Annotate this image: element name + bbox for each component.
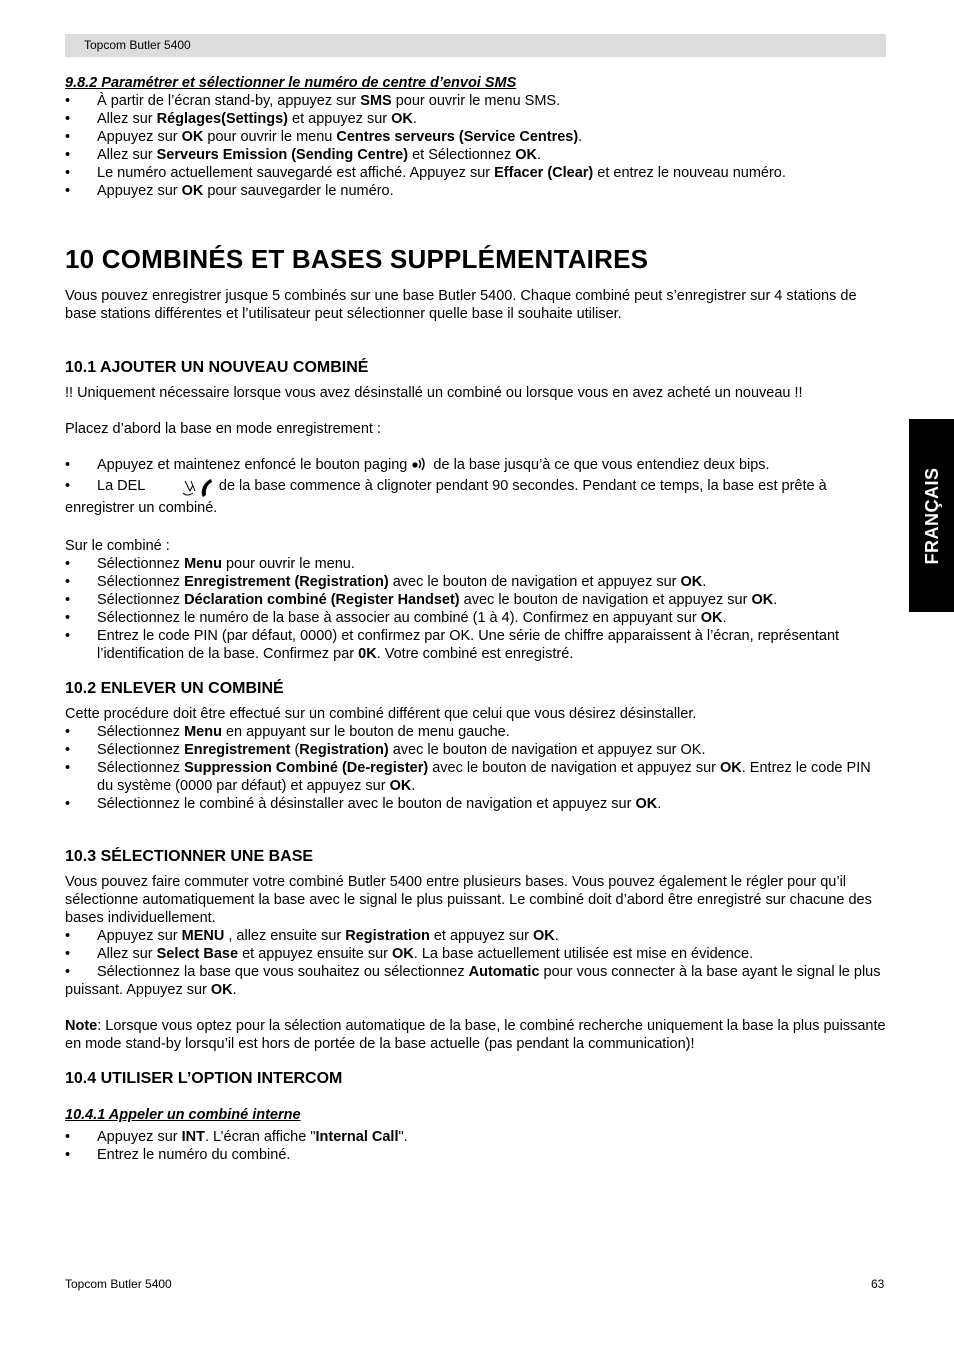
page-content <box>65 74 887 1164</box>
bold-term: Menu <box>184 556 222 572</box>
text-segment: Appuyez sur <box>97 928 182 944</box>
text-segment: . <box>702 574 707 590</box>
section-10-3-list <box>65 927 887 999</box>
bold-term: Effacer (Clear) <box>494 165 594 181</box>
text-segment: Entrez le numéro du combiné. <box>97 1147 291 1163</box>
bold-term: OK <box>181 183 204 199</box>
text-segment: . L’écran affiche " <box>205 1129 316 1145</box>
section-10-4-title: 10.4 UTILISER L’OPTION INTERCOM <box>65 1070 343 1087</box>
section-10-1-list <box>65 555 887 663</box>
section-10-1-note: !! Uniquement nécessaire lorsque vous avez désinstallé un combiné ou lorsque vous en avez acheté un nouveau !! <box>65 385 803 401</box>
text-segment: . <box>773 592 778 608</box>
section-10-1-sur: Sur le combiné : <box>65 538 170 554</box>
text-segment: . Votre combiné est enregistré. <box>376 646 574 662</box>
text-segment: . <box>657 796 662 812</box>
list-item: • Appuyez et maintenez enfoncé le bouton paging de la base jusqu’à ce que vous entendiez deux bips. <box>65 456 887 477</box>
text-segment: . <box>722 610 727 626</box>
header-title: Topcom Butler 5400 <box>84 38 191 52</box>
bold-term: OK <box>392 946 414 962</box>
text-segment: et appuyez sur <box>287 111 392 127</box>
list-item <box>65 1146 887 1164</box>
text-segment: Sélectionnez le numéro de la base à associer au combiné (1 à 4). Confirmez en appuyant sur <box>97 610 701 626</box>
text-segment: Allez sur <box>97 111 157 127</box>
text-segment: pour ouvrir le menu SMS. <box>391 93 561 109</box>
text-segment: Sélectionnez <box>97 760 185 776</box>
text-segment: Appuyez sur <box>97 1129 182 1145</box>
section-10-3-note: Note: Lorsque vous optez pour la sélection automatique de la base, le combiné recherche uniquement la base la plus puissante en mode stand-by lorsqu’il est hors de portée de la base actuelle (pas pendant la communication)! <box>65 1018 886 1052</box>
text-segment: . <box>578 129 583 145</box>
bold-term: Registration <box>345 928 430 944</box>
chapter-10-intro: Vous pouvez enregistrer jusque 5 combinés sur une base Butler 5400. Chaque combiné peut s’enregistrer sur 4 stations de base stations différentes et l’utilisateur peut sélectionner quelle base il souhaite utiliser. <box>65 288 857 322</box>
bold-term: Enregistrement (Registration) <box>184 574 389 590</box>
section-10-3-title: 10.3 SÉLECTIONNER UNE BASE <box>65 848 314 865</box>
list-item <box>65 759 887 795</box>
text-segment: en appuyant sur le bouton de menu gauche. <box>221 724 510 740</box>
text-segment: Sélectionnez la base que vous souhaitez ou sélectionnez <box>97 964 469 980</box>
bold-term: Enregistrement <box>184 742 291 758</box>
list-item <box>65 963 887 999</box>
list-item <box>65 164 887 182</box>
bold-term: OK <box>389 778 412 794</box>
section-9-8-2-title: 9.8.2 Paramétrer et sélectionner le numéro de centre d’envoi SMS <box>65 75 517 91</box>
bold-term: Réglages(Settings) <box>156 111 288 127</box>
text-segment: Allez sur <box>97 946 157 962</box>
bold-term: Select Base <box>156 946 239 962</box>
list-item <box>65 92 887 110</box>
section-10-2-title: 10.2 ENLEVER UN COMBINÉ <box>65 680 284 697</box>
text-segment: Sélectionnez le combiné à désinstaller avec le bouton de navigation et appuyez sur <box>97 796 636 812</box>
bold-term: Internal Call <box>315 1129 399 1145</box>
text-segment: avec le bouton de navigation et appuyez sur OK. <box>388 742 706 758</box>
bold-term: OK <box>700 610 723 626</box>
text-segment: avec le bouton de navigation et appuyez sur <box>388 574 681 590</box>
text-segment: . <box>232 982 237 998</box>
section-10-1-placez: Placez d’abord la base en mode enregistrement : <box>65 421 381 437</box>
list-item <box>65 945 887 963</box>
bold-term: Automatic <box>468 964 540 980</box>
section-9-8-2-list <box>65 92 887 200</box>
section-10-1-title: 10.1 AJOUTER UN NOUVEAU COMBINÉ <box>65 359 369 376</box>
bold-term: OK <box>391 111 413 127</box>
list-item <box>65 110 887 128</box>
bold-term: OK <box>751 592 774 608</box>
page-number: 63 <box>871 1277 885 1291</box>
bold-term: Centres serveurs (Service Centres) <box>336 129 579 145</box>
text-segment: Appuyez sur <box>97 183 182 199</box>
base-steps-list <box>65 456 887 517</box>
footer-title: Topcom Butler 5400 <box>65 1277 172 1291</box>
text-segment: et Sélectionnez <box>408 147 516 163</box>
list-item <box>65 1128 887 1146</box>
text-segment: ". <box>398 1129 408 1145</box>
text-segment: . La base actuellement utilisée est mise en évidence. <box>413 946 754 962</box>
list-item <box>65 182 887 200</box>
list-item <box>65 927 887 945</box>
text-segment: Allez sur <box>97 147 157 163</box>
text-segment: Sélectionnez <box>97 742 185 758</box>
list-item <box>65 609 887 627</box>
text-segment: pour ouvrir le menu <box>203 129 337 145</box>
bold-term: Menu <box>184 724 222 740</box>
list-item <box>65 741 887 759</box>
handset-led-icon <box>149 477 215 499</box>
text-segment: pour sauvegarder le numéro. <box>203 183 394 199</box>
bold-term: OK <box>680 574 703 590</box>
text-segment: Sélectionnez <box>97 574 185 590</box>
text-segment: avec le bouton de navigation et appuyez sur <box>459 592 752 608</box>
text-segment: Appuyez sur <box>97 129 182 145</box>
paging-signal-icon <box>411 456 429 477</box>
language-tab <box>909 419 954 612</box>
text-segment: . <box>554 928 559 944</box>
text-segment: Entrez le code PIN (par défaut, 0000) et confirmez par OK. Une série de chiffre apparaissent à l’écran, représentant l’identification de la base. Confirmez par <box>97 628 840 662</box>
text-segment: Sélectionnez <box>97 592 185 608</box>
list-item <box>65 627 887 663</box>
bold-term: Déclaration combiné (Register Handset) <box>184 592 460 608</box>
bold-term: Suppression Combiné (De-register) <box>184 760 429 776</box>
section-10-3-intro: Vous pouvez faire commuter votre combiné Butler 5400 entre plusieurs bases. Vous pouvez également le régler pour qu’il sélectionne automatiquement la base avec le signal le plus puissant. Le combiné doit d’abord être enregistré sur chacune des bases individuellement. <box>65 874 872 926</box>
bold-term: OK <box>210 982 233 998</box>
bold-term: OK <box>181 129 204 145</box>
section-10-4-1-title: 10.4.1 Appeler un combiné interne <box>65 1107 301 1123</box>
text-segment: ( <box>290 742 300 758</box>
text-segment: et appuyez ensuite sur <box>238 946 393 962</box>
section-10-2-intro: Cette procédure doit être effectué sur un combiné différent que celui que vous désirez désinstaller. <box>65 706 697 722</box>
text-segment: pour ouvrir le menu. <box>221 556 355 572</box>
text-segment: et entrez le nouveau numéro. <box>593 165 786 181</box>
bold-term: MENU <box>181 928 225 944</box>
bold-term: OK <box>533 928 555 944</box>
text-segment: Sélectionnez <box>97 556 185 572</box>
text-segment: . <box>537 147 542 163</box>
list-item <box>65 573 887 591</box>
list-item: • La DEL de la base commence à clignoter pendant 90 secondes. Pendant ce temps, la base est prête à enregistrer un combiné. <box>65 477 887 517</box>
bold-term: INT <box>181 1129 205 1145</box>
list-item <box>65 555 887 573</box>
text-segment: , allez ensuite sur <box>224 928 346 944</box>
text-segment: pour vous connecter à la base ayant le signal le plus puissant. Appuyez sur <box>65 964 881 998</box>
text-segment: et appuyez sur <box>429 928 534 944</box>
bold-term: 0K <box>358 646 377 662</box>
header-bar <box>65 34 886 57</box>
bold-term: OK <box>720 760 742 776</box>
chapter-10-title: 10 COMBINÉS ET BASES SUPPLÉMENTAIRES <box>65 244 649 274</box>
bold-term: SMS <box>360 93 392 109</box>
bold-term: OK <box>635 796 658 812</box>
list-item <box>65 795 887 813</box>
text-segment: Sélectionnez <box>97 724 185 740</box>
bold-term: Serveurs Emission (Sending Centre) <box>156 147 409 163</box>
section-10-2-list <box>65 723 887 813</box>
language-tab-label: FRANÇAIS <box>921 467 942 564</box>
bold-term: Registration) <box>299 742 389 758</box>
list-item <box>65 723 887 741</box>
bold-term: OK <box>515 147 538 163</box>
list-item <box>65 591 887 609</box>
text-segment: . Entrez le code PIN du système (0000 par défaut) et appuyez sur <box>97 760 871 794</box>
list-item <box>65 146 887 164</box>
text-segment: . <box>411 778 416 794</box>
text-segment: . <box>412 111 417 127</box>
text-segment: Le numéro actuellement sauvegardé est affiché. Appuyez sur <box>97 165 495 181</box>
text-segment: avec le bouton de navigation et appuyez sur <box>428 760 720 776</box>
section-10-4-1-list <box>65 1128 887 1164</box>
list-item <box>65 128 887 146</box>
text-segment: À partir de l’écran stand-by, appuyez sur <box>97 93 361 109</box>
